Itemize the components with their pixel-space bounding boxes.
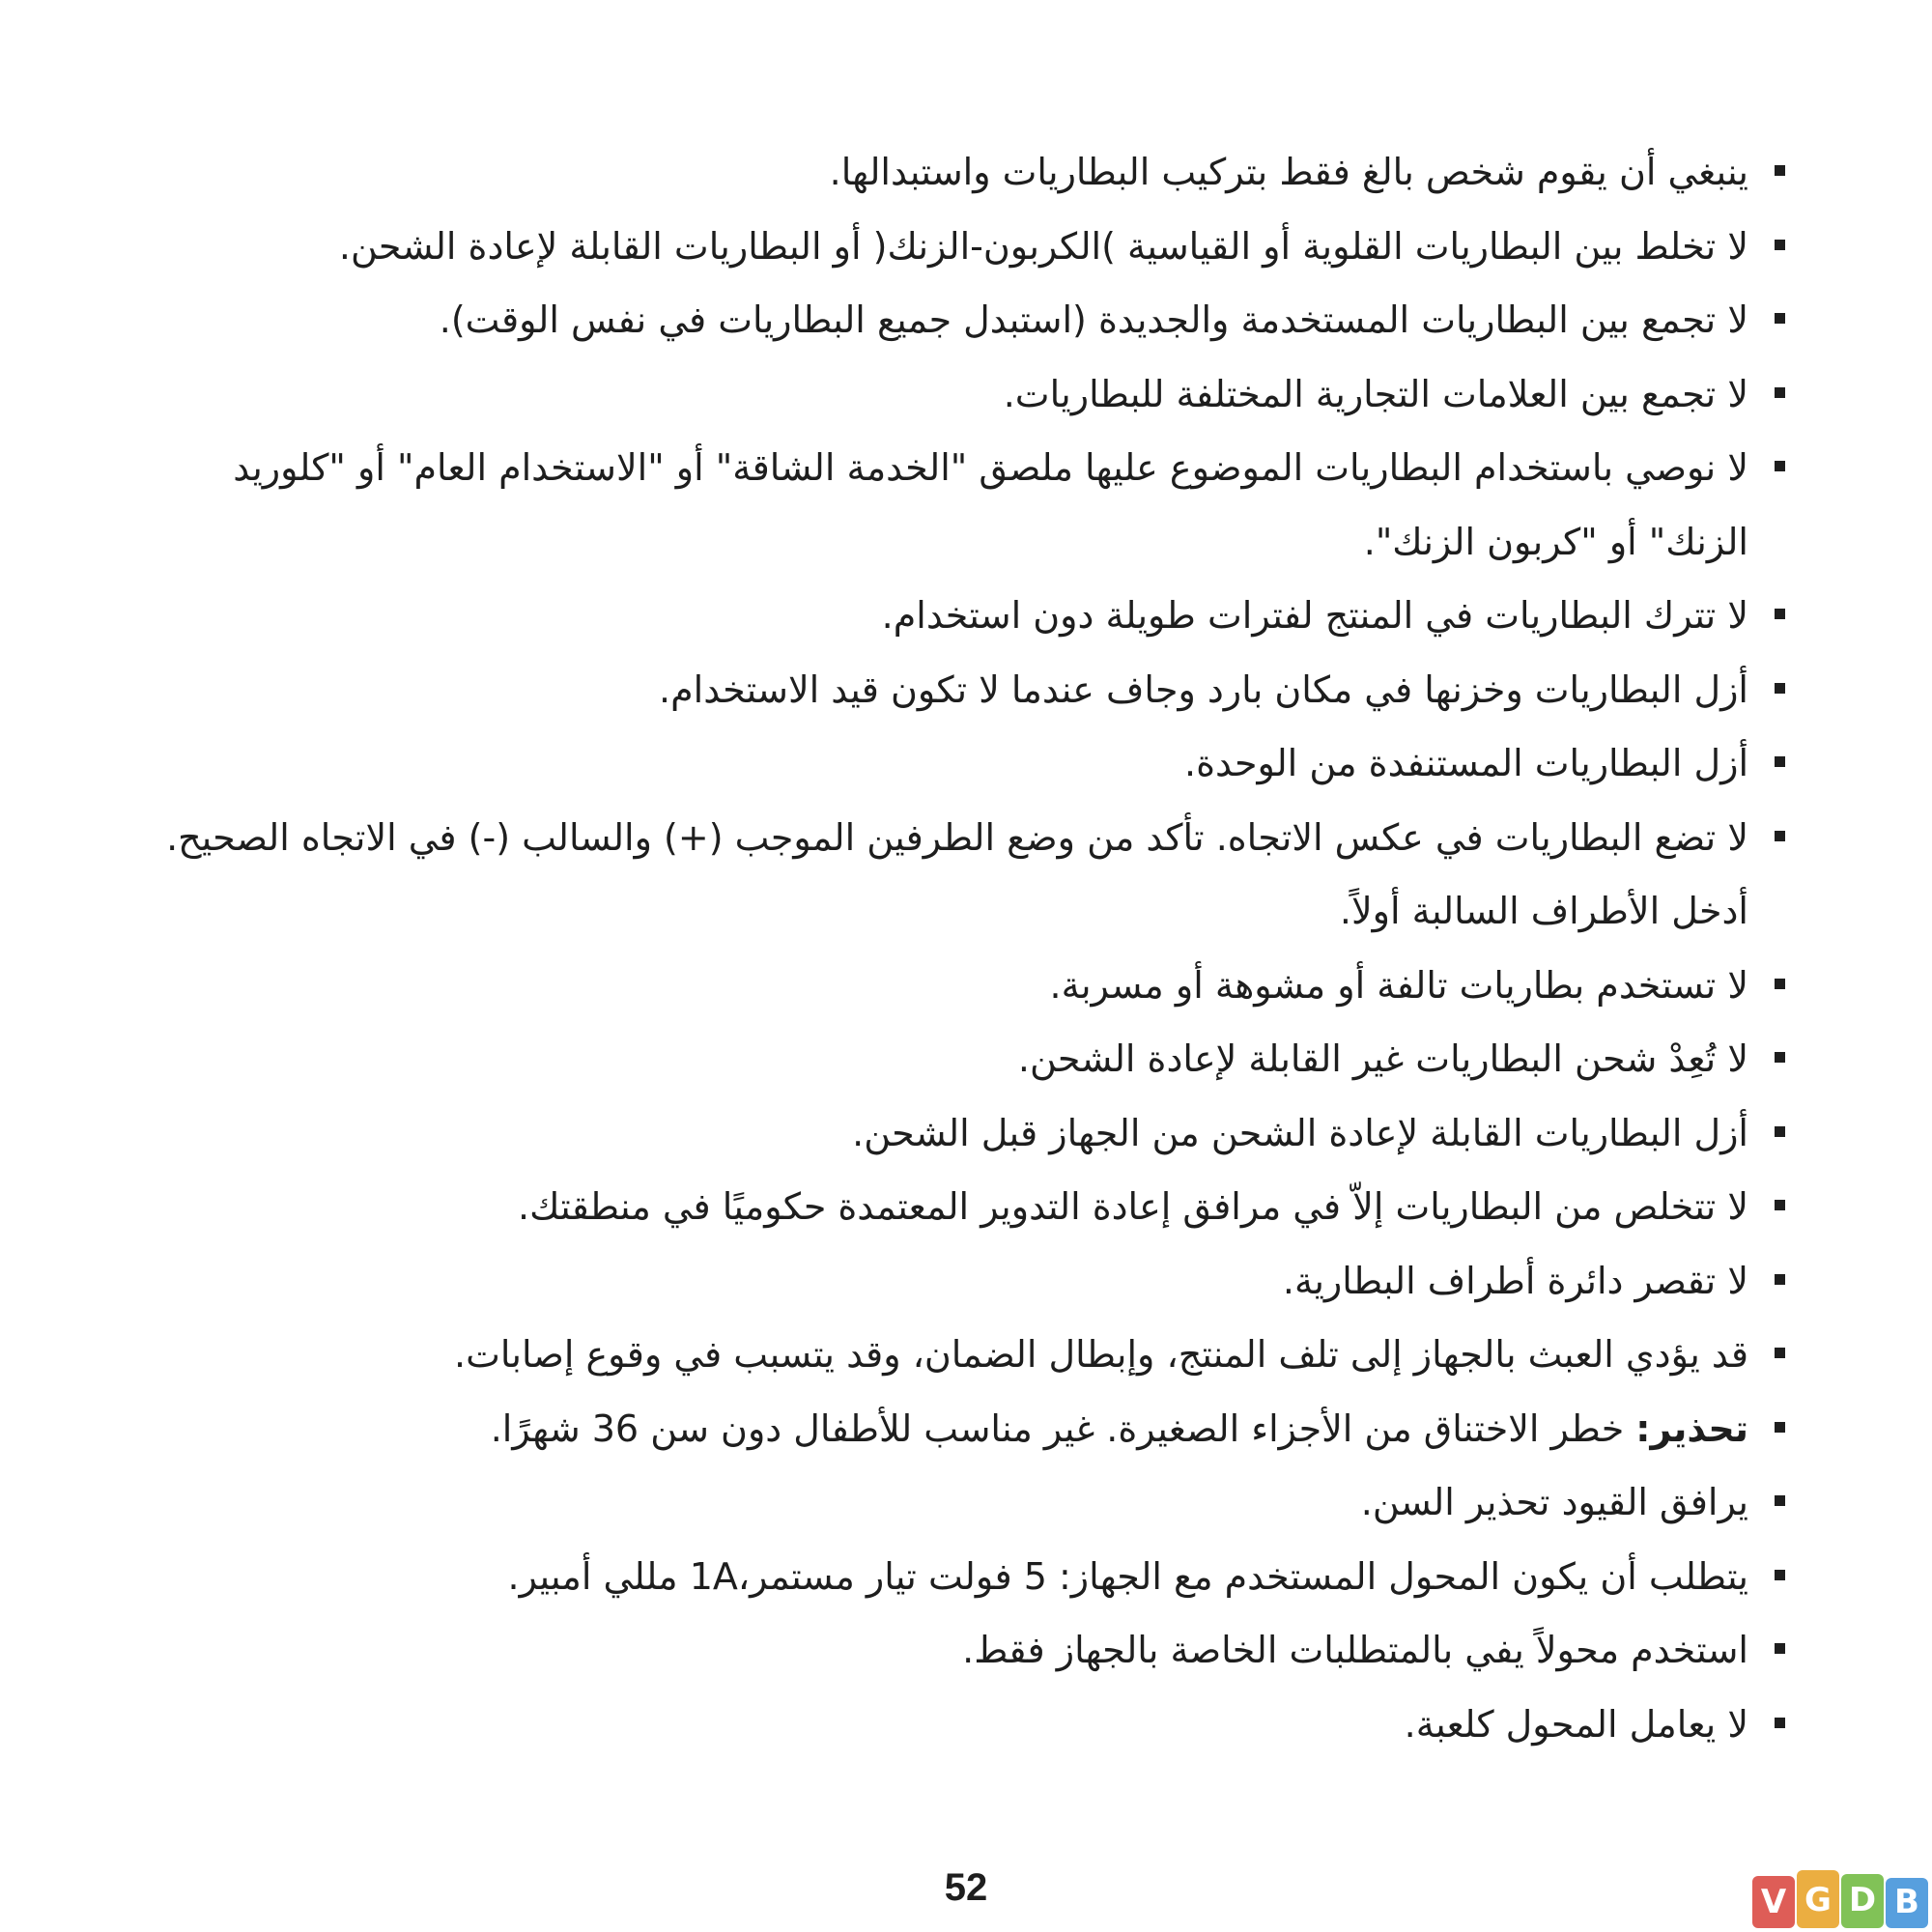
square-bullet-icon xyxy=(1775,461,1785,471)
square-bullet-icon xyxy=(1775,240,1785,250)
warning-text: لا نوصي باستخدام البطاريات الموضوع عليها ملصق "الخدمة الشاقة" أو "الاستخدام العام" أو "كلوريد الزنك" أو "كربون الزنك". xyxy=(233,446,1748,563)
warning-item xyxy=(124,726,1785,801)
warning-item xyxy=(124,1613,1785,1688)
warning-item xyxy=(124,949,1785,1023)
square-bullet-icon xyxy=(1775,683,1785,694)
warning-item xyxy=(124,1392,1785,1466)
page-number: 52 xyxy=(944,1866,988,1909)
warning-text: لا تجمع بين العلامات التجارية المختلفة للبطاريات. xyxy=(1003,372,1748,415)
warning-text: لا تُعِدْ شحن البطاريات غير القابلة لإعادة الشحن. xyxy=(1017,1037,1748,1080)
warning-text: لا تقصر دائرة أطراف البطارية. xyxy=(1282,1259,1748,1302)
watermark-letter: G xyxy=(1797,1870,1839,1928)
square-bullet-icon xyxy=(1775,1348,1785,1358)
warning-item xyxy=(124,1465,1785,1540)
warning-item xyxy=(124,431,1785,579)
warning-text: لا تخلط بين البطاريات القلوية أو القياسية )الكربون-الزنك( أو البطاريات القابلة لإعادة الشحن. xyxy=(338,224,1748,268)
warning-item xyxy=(124,135,1785,210)
square-bullet-icon xyxy=(1775,979,1785,989)
square-bullet-icon xyxy=(1775,1126,1785,1137)
warning-item xyxy=(124,1688,1785,1762)
square-bullet-icon xyxy=(1775,1570,1785,1580)
square-bullet-icon xyxy=(1775,165,1785,176)
warning-text: لا تترك البطاريات في المنتج لفترات طويلة دون استخدام. xyxy=(881,594,1748,637)
warning-text: يتطلب أن يكون المحول المستخدم مع الجهاز: 5 فولت تيار مستمر،1A مللي أمبير. xyxy=(507,1554,1748,1598)
warning-text: لا تستخدم بطاريات تالفة أو مشوهة أو مسربة. xyxy=(1049,963,1748,1007)
warning-item xyxy=(124,1096,1785,1171)
warning-item xyxy=(124,357,1785,432)
square-bullet-icon xyxy=(1775,387,1785,398)
square-bullet-icon xyxy=(1775,1643,1785,1654)
warning-item xyxy=(124,1540,1785,1614)
watermark-letter: V xyxy=(1752,1876,1795,1928)
warning-item xyxy=(124,1318,1785,1392)
warning-item xyxy=(124,210,1785,284)
warning-text: لا تضع البطاريات في عكس الاتجاه. تأكد من وضع الطرفين الموجب (+) والسالب (-) في الاتجاه الصحيح. أدخل الأطراف السالبة أولاً. xyxy=(166,815,1748,932)
warning-item xyxy=(124,653,1785,727)
warning-text: ينبغي أن يقوم شخص بالغ فقط بتركيب البطاريات واستبدالها. xyxy=(829,151,1748,193)
warning-text: استخدم محولاً يفي بالمتطلبات الخاصة بالجهاز فقط. xyxy=(962,1629,1748,1671)
warning-item xyxy=(124,1244,1785,1319)
warning-item xyxy=(124,283,1785,357)
square-bullet-icon xyxy=(1775,313,1785,324)
square-bullet-icon xyxy=(1775,1718,1785,1728)
watermark-letter: B xyxy=(1886,1878,1928,1928)
square-bullet-icon xyxy=(1775,1495,1785,1506)
warning-text: لا يعامل المحول كلعبة. xyxy=(1404,1702,1748,1746)
warning-text: يرافق القيود تحذير السن. xyxy=(1360,1481,1748,1523)
square-bullet-icon xyxy=(1775,1052,1785,1063)
watermark-letter: D xyxy=(1841,1874,1884,1928)
square-bullet-icon xyxy=(1775,831,1785,841)
battery-warnings-list xyxy=(124,135,1785,1761)
warning-item xyxy=(124,801,1785,949)
vgdb-watermark-logo xyxy=(1752,1870,1928,1928)
warning-item xyxy=(124,1022,1785,1096)
warning-text: أزل البطاريات المستنفدة من الوحدة. xyxy=(1184,742,1748,784)
square-bullet-icon xyxy=(1775,1200,1785,1210)
square-bullet-icon xyxy=(1775,756,1785,767)
warning-label: تحذير: xyxy=(1635,1406,1748,1450)
warning-text: خطر الاختناق من الأجزاء الصغيرة. غير مناسب للأطفال دون سن 36 شهرًا. xyxy=(490,1406,1636,1450)
warning-text: قد يؤدي العبث بالجهاز إلى تلف المنتج، وإبطال الضمان، وقد يتسبب في وقوع إصابات. xyxy=(453,1333,1748,1376)
square-bullet-icon xyxy=(1775,1422,1785,1433)
square-bullet-icon xyxy=(1775,609,1785,619)
warning-text: أزل البطاريات وخزنها في مكان بارد وجاف عندما لا تكون قيد الاستخدام. xyxy=(659,668,1748,711)
square-bullet-icon xyxy=(1775,1274,1785,1285)
warning-item xyxy=(124,579,1785,653)
warning-text: أزل البطاريات القابلة لإعادة الشحن من الجهاز قبل الشحن. xyxy=(852,1111,1748,1154)
warning-item xyxy=(124,1170,1785,1244)
warning-text: لا تجمع بين البطاريات المستخدمة والجديدة (استبدل جميع البطاريات في نفس الوقت). xyxy=(439,298,1748,341)
warning-text: لا تتخلص من البطاريات إلاّ في مرافق إعادة التدوير المعتمدة حكوميًا في منطقتك. xyxy=(518,1185,1748,1228)
